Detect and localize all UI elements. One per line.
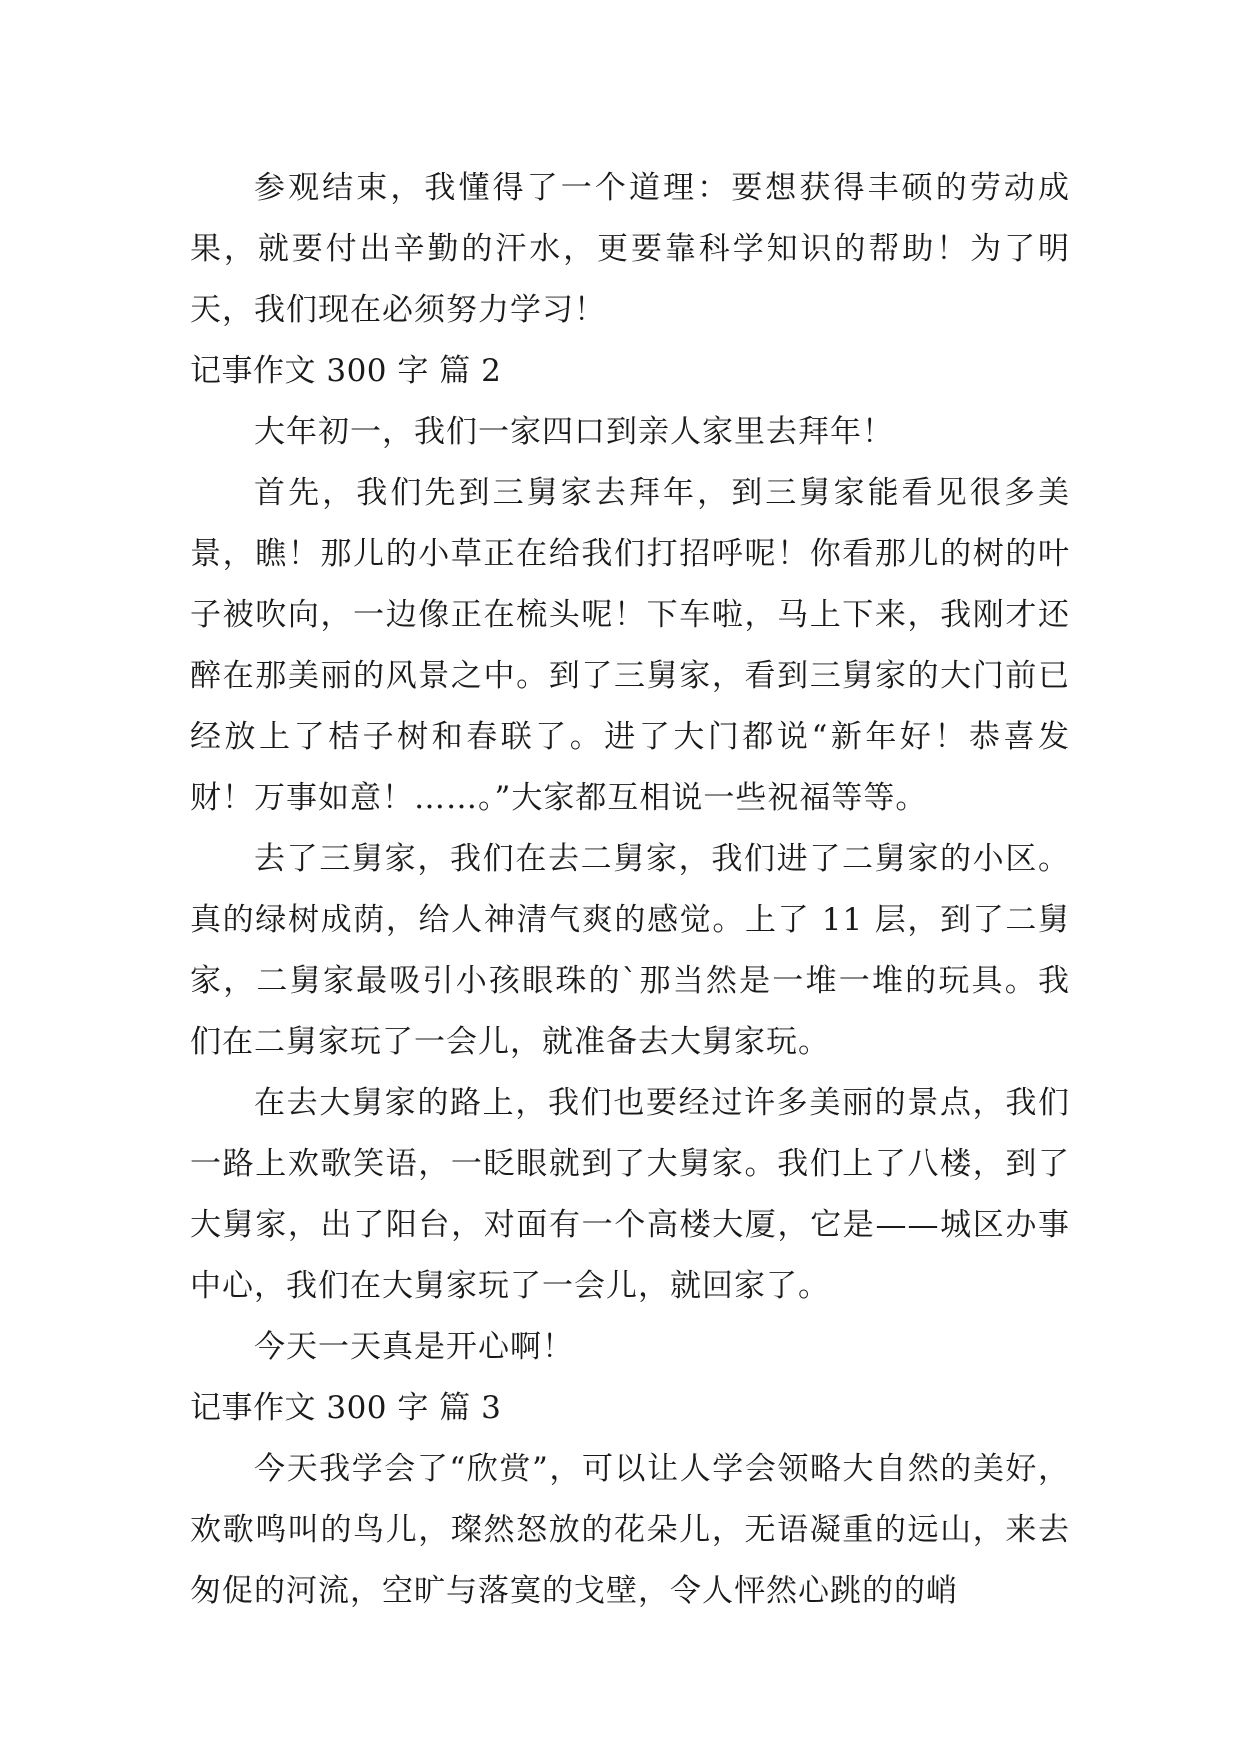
section-heading: 记事作文 300 字 篇 2 — [190, 353, 502, 389]
paragraph: 大年初一，我们一家四口到亲人家里去拜年！ — [254, 414, 894, 450]
paragraph: 首先，我们先到三舅家去拜年，到三舅家能看见很多美景，瞧！那儿的小草正在给我们打招呼呢！你看那儿的树的叶子被吹向，一边像正在梳头呢！下车啦，马上下来，我刚才还醉在那美丽的风景之中。到了三舅家，看到三舅家的大门前已经放上了桔子树和春联了。进了大门都说“新年好！恭喜发财！万事如意！……。”大家都互相说一些祝福等等。 — [190, 475, 1070, 816]
section-heading: 记事作文 300 字 篇 3 — [190, 1390, 502, 1426]
paragraph: 今天我学会了“欣赏”，可以让人学会领略大自然的美好，欢歌鸣叫的鸟儿，璨然怒放的花朵儿，无语凝重的远山，来去匆促的河流，空旷与落寞的戈壁，令人怦然心跳的的峭 — [190, 1451, 1070, 1609]
document-page — [190, 158, 1070, 1622]
paragraph: 去了三舅家，我们在去二舅家，我们进了二舅家的小区。真的绿树成荫，给人神清气爽的感觉。上了 11 层，到了二舅家，二舅家最吸引小孩眼珠的`那当然是一堆一堆的玩具。我们在二舅家玩了一会儿，就准备去大舅家玩。 — [190, 841, 1070, 1060]
paragraph: 在去大舅家的路上，我们也要经过许多美丽的景点，我们一路上欢歌笑语，一眨眼就到了大舅家。我们上了八楼，到了大舅家，出了阳台，对面有一个高楼大厦，它是——城区办事中心，我们在大舅家玩了一会儿，就回家了。 — [190, 1085, 1070, 1304]
paragraph: 参观结束，我懂得了一个道理：要想获得丰硕的劳动成果，就要付出辛勤的汗水，更要靠科学知识的帮助！为了明天，我们现在必须努力学习！ — [190, 170, 1070, 328]
paragraph: 今天一天真是开心啊！ — [254, 1329, 574, 1365]
